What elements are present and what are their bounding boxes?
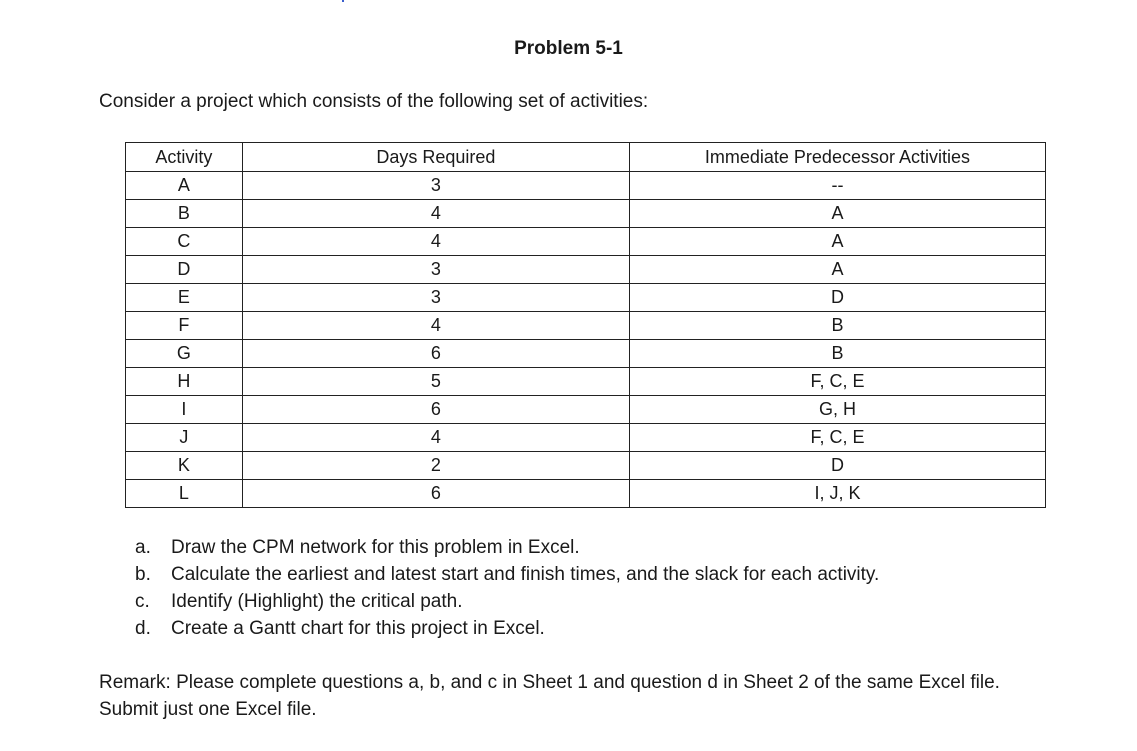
cell-activity: C xyxy=(126,228,243,256)
table-row xyxy=(126,452,1046,480)
cell-days: 6 xyxy=(242,340,629,368)
question-text: Calculate the earliest and latest start and finish times, and the slack for each activity. xyxy=(171,564,880,585)
activities-table xyxy=(125,142,1046,508)
cell-predecessors: G, H xyxy=(629,396,1045,424)
question-text: Create a Gantt chart for this project in Excel. xyxy=(171,618,545,639)
cell-days: 3 xyxy=(242,284,629,312)
cell-days: 3 xyxy=(242,172,629,200)
question-item xyxy=(99,534,879,561)
cell-activity: K xyxy=(126,452,243,480)
cell-activity: J xyxy=(126,424,243,452)
cell-days: 4 xyxy=(242,200,629,228)
table-row xyxy=(126,424,1046,452)
question-item xyxy=(99,561,879,588)
header-activity: Activity xyxy=(126,143,243,172)
question-letter: b. xyxy=(135,564,151,585)
question-list xyxy=(99,534,879,642)
question-item xyxy=(99,615,879,642)
cell-days: 6 xyxy=(242,396,629,424)
header-days-required: Days Required xyxy=(242,143,629,172)
cell-days: 3 xyxy=(242,256,629,284)
cell-days: 2 xyxy=(242,452,629,480)
cell-predecessors: D xyxy=(629,452,1045,480)
cell-activity: G xyxy=(126,340,243,368)
stray-dot xyxy=(342,0,344,2)
cell-predecessors: F, C, E xyxy=(629,368,1045,396)
cell-activity: L xyxy=(126,480,243,508)
header-predecessors: Immediate Predecessor Activities xyxy=(629,143,1045,172)
cell-predecessors: A xyxy=(629,200,1045,228)
table-row xyxy=(126,480,1046,508)
cell-activity: A xyxy=(126,172,243,200)
question-text: Identify (Highlight) the critical path. xyxy=(171,591,463,612)
intro-text: Consider a project which consists of the following set of activities: xyxy=(99,91,649,112)
cell-activity: F xyxy=(126,312,243,340)
question-letter: d. xyxy=(135,618,151,639)
cell-days: 4 xyxy=(242,228,629,256)
cell-days: 5 xyxy=(242,368,629,396)
table-row xyxy=(126,396,1046,424)
cell-predecessors: F, C, E xyxy=(629,424,1045,452)
cell-days: 4 xyxy=(242,424,629,452)
table-row xyxy=(126,312,1046,340)
cell-predecessors: D xyxy=(629,284,1045,312)
cell-days: 6 xyxy=(242,480,629,508)
cell-activity: D xyxy=(126,256,243,284)
table-row xyxy=(126,256,1046,284)
table-row xyxy=(126,200,1046,228)
cell-activity: B xyxy=(126,200,243,228)
table-row xyxy=(126,172,1046,200)
table-row xyxy=(126,284,1046,312)
cell-days: 4 xyxy=(242,312,629,340)
table-row xyxy=(126,340,1046,368)
table-row xyxy=(126,228,1046,256)
cell-activity: E xyxy=(126,284,243,312)
cell-predecessors: I, J, K xyxy=(629,480,1045,508)
question-text: Draw the CPM network for this problem in Excel. xyxy=(171,537,580,558)
cell-predecessors: B xyxy=(629,312,1045,340)
cell-activity: H xyxy=(126,368,243,396)
cell-predecessors: A xyxy=(629,256,1045,284)
cell-predecessors: A xyxy=(629,228,1045,256)
remark-text: Remark: Please complete questions a, b, and c in Sheet 1 and question d in Sheet 2 of the same Excel file. Submit just one Excel file. xyxy=(99,672,1000,720)
table-row xyxy=(126,368,1046,396)
cell-predecessors: B xyxy=(629,340,1045,368)
cell-activity: I xyxy=(126,396,243,424)
table-header-row xyxy=(126,143,1046,172)
question-letter: c. xyxy=(135,591,150,612)
page-title: Problem 5-1 xyxy=(514,38,623,59)
cell-predecessors: -- xyxy=(629,172,1045,200)
question-item xyxy=(99,588,879,615)
question-letter: a. xyxy=(135,537,151,558)
